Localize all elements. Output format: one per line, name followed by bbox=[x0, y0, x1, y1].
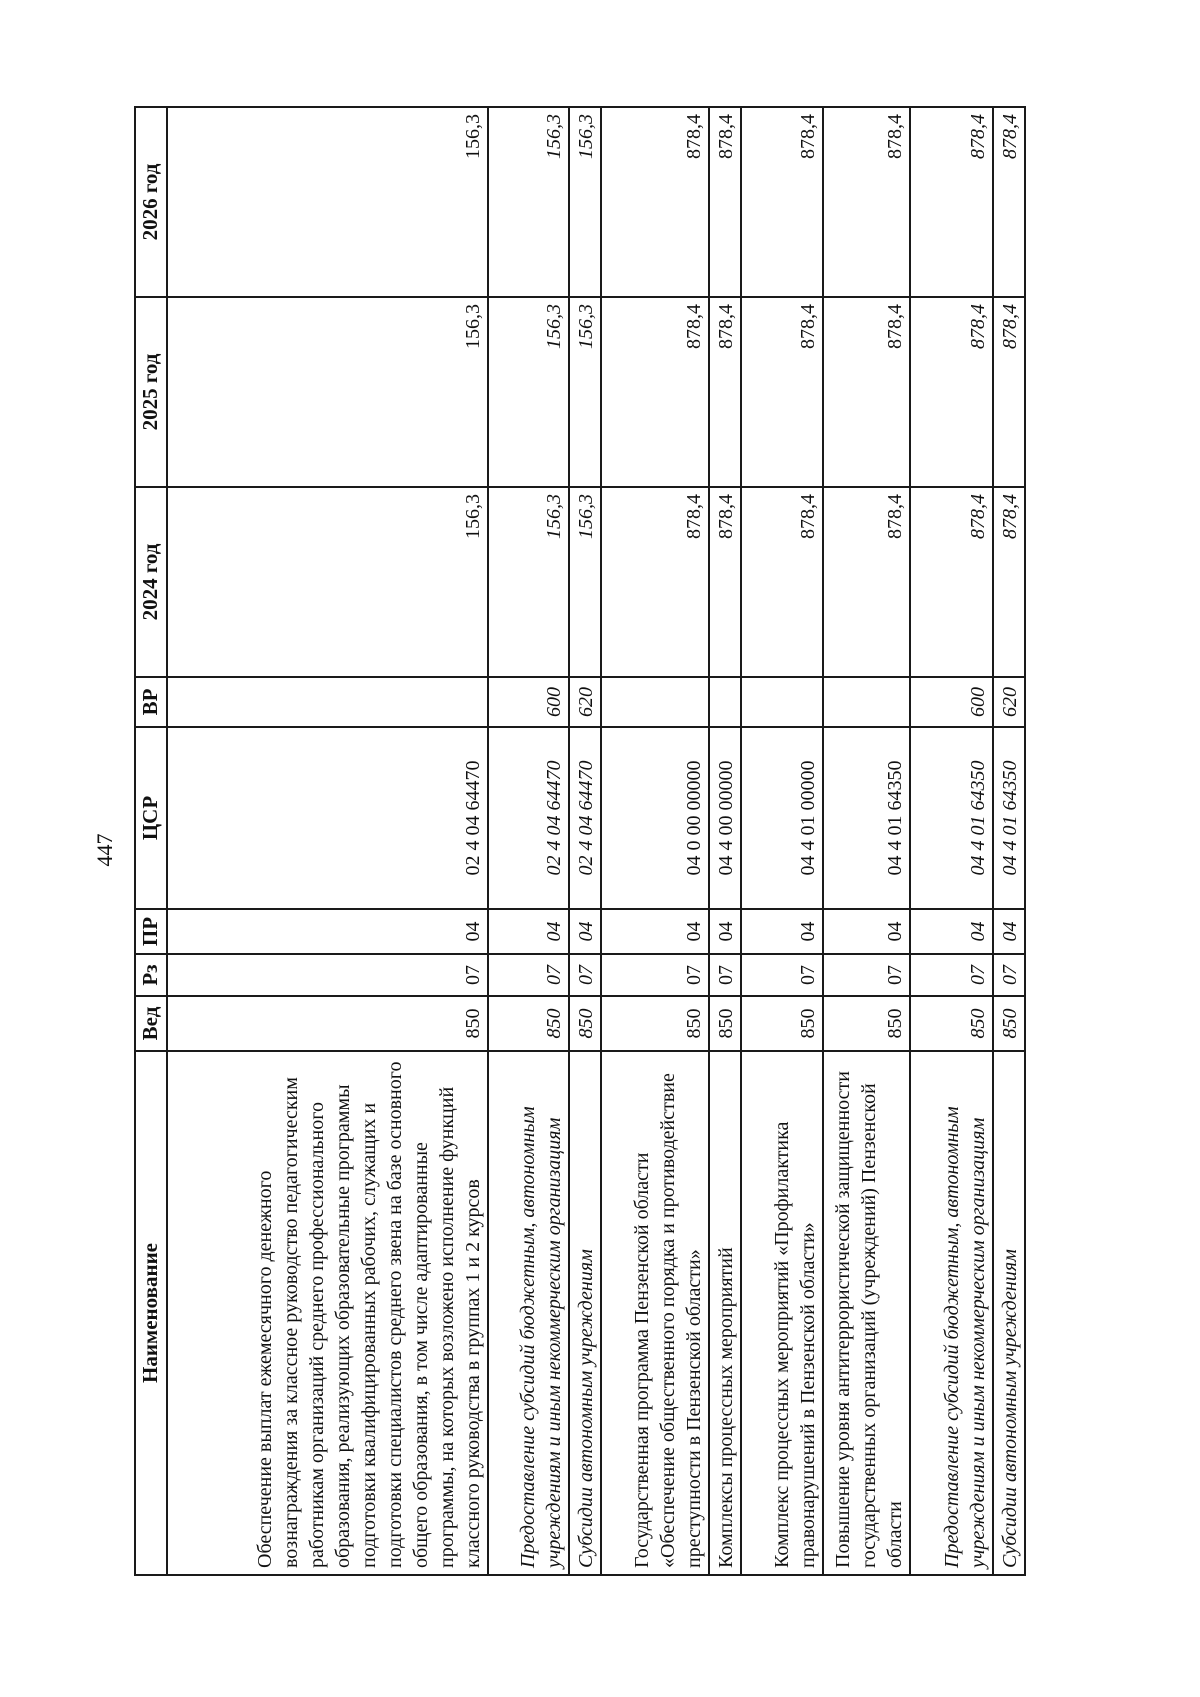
cell-pr: 04 bbox=[167, 909, 488, 954]
cell-csr: 04 4 00 00000 bbox=[709, 727, 741, 909]
cell-ved: 850 bbox=[488, 996, 569, 1051]
header-vr: ВР bbox=[135, 677, 167, 727]
cell-pr: 04 bbox=[709, 909, 741, 954]
cell-csr: 02 4 04 64470 bbox=[488, 727, 569, 909]
cell-pr: 04 bbox=[910, 909, 993, 954]
cell-2024: 878,4 bbox=[823, 487, 910, 677]
cell-name: Комплекс процессных мероприятий «Профилактика правонарушений в Пензенской области» bbox=[741, 1051, 824, 1575]
cell-vr bbox=[741, 677, 824, 727]
table-header-row bbox=[135, 107, 167, 1575]
cell-2025: 156,3 bbox=[167, 297, 488, 487]
cell-name: Субсидии автономным учреждениям bbox=[993, 1051, 1025, 1575]
cell-vr bbox=[709, 677, 741, 727]
cell-2026: 878,4 bbox=[741, 107, 824, 297]
cell-2026: 878,4 bbox=[823, 107, 910, 297]
cell-name: Субсидии автономным учреждениям bbox=[569, 1051, 601, 1575]
cell-2024: 878,4 bbox=[709, 487, 741, 677]
cell-rz: 07 bbox=[709, 954, 741, 996]
cell-vr bbox=[823, 677, 910, 727]
cell-pr: 04 bbox=[993, 909, 1025, 954]
cell-vr bbox=[601, 677, 709, 727]
table-row bbox=[823, 107, 910, 1575]
header-name: Наименование bbox=[135, 1051, 167, 1575]
cell-rz: 07 bbox=[993, 954, 1025, 996]
cell-2024: 878,4 bbox=[910, 487, 993, 677]
table-row bbox=[167, 107, 488, 1575]
cell-pr: 04 bbox=[823, 909, 910, 954]
cell-2025: 878,4 bbox=[741, 297, 824, 487]
budget-table bbox=[134, 106, 1026, 1576]
cell-ved: 850 bbox=[993, 996, 1025, 1051]
cell-csr: 04 4 01 00000 bbox=[741, 727, 824, 909]
cell-rz: 07 bbox=[569, 954, 601, 996]
cell-2025: 878,4 bbox=[601, 297, 709, 487]
cell-rz: 07 bbox=[910, 954, 993, 996]
table-row bbox=[741, 107, 824, 1575]
header-pr: ПР bbox=[135, 909, 167, 954]
page-number: 447 bbox=[92, 833, 117, 867]
cell-2024: 156,3 bbox=[569, 487, 601, 677]
cell-name: Предоставление субсидий бюджетным, автономным учреждениям и иным некоммерческим организациям bbox=[910, 1051, 993, 1575]
cell-ved: 850 bbox=[823, 996, 910, 1051]
cell-ved: 850 bbox=[910, 996, 993, 1051]
cell-ved: 850 bbox=[709, 996, 741, 1051]
cell-ved: 850 bbox=[601, 996, 709, 1051]
cell-rz: 07 bbox=[167, 954, 488, 996]
cell-2026: 878,4 bbox=[601, 107, 709, 297]
cell-name: Обеспечение выплат ежемесячного денежного вознаграждения за классное руководство педагогическим работникам организаций среднего профессионального образования, реализующих образовательные программы подготовки квалифицированных рабочих, служащих и подготовки специалистов среднего звена на базе основного общего образования, в том числе адаптированные программы, на которых возложено исполнение функций классного руководства в группах 1 и 2 курсов bbox=[167, 1051, 488, 1575]
table-row bbox=[993, 107, 1025, 1575]
cell-2025: 156,3 bbox=[488, 297, 569, 487]
cell-name: Государственная программа Пензенской области «Обеспечение общественного порядка и противодействие преступности в Пензенской области» bbox=[601, 1051, 709, 1575]
cell-2026: 878,4 bbox=[910, 107, 993, 297]
cell-ved: 850 bbox=[167, 996, 488, 1051]
cell-rz: 07 bbox=[741, 954, 824, 996]
cell-csr: 02 4 04 64470 bbox=[167, 727, 488, 909]
cell-name: Предоставление субсидий бюджетным, автономным учреждениям и иным некоммерческим организациям bbox=[488, 1051, 569, 1575]
cell-vr: 620 bbox=[569, 677, 601, 727]
cell-2026: 156,3 bbox=[167, 107, 488, 297]
cell-ved: 850 bbox=[569, 996, 601, 1051]
header-rz: Рз bbox=[135, 954, 167, 996]
cell-ved: 850 bbox=[741, 996, 824, 1051]
header-2025: 2025 год bbox=[135, 297, 167, 487]
cell-2024: 156,3 bbox=[488, 487, 569, 677]
table-row bbox=[601, 107, 709, 1575]
cell-2026: 878,4 bbox=[993, 107, 1025, 297]
cell-pr: 04 bbox=[488, 909, 569, 954]
cell-csr: 04 0 00 00000 bbox=[601, 727, 709, 909]
cell-2024: 878,4 bbox=[601, 487, 709, 677]
cell-2026: 878,4 bbox=[709, 107, 741, 297]
cell-2024: 878,4 bbox=[993, 487, 1025, 677]
cell-vr: 600 bbox=[488, 677, 569, 727]
cell-vr: 600 bbox=[910, 677, 993, 727]
cell-csr: 02 4 04 64470 bbox=[569, 727, 601, 909]
cell-csr: 04 4 01 64350 bbox=[823, 727, 910, 909]
table-row bbox=[709, 107, 741, 1575]
cell-pr: 04 bbox=[569, 909, 601, 954]
cell-csr: 04 4 01 64350 bbox=[993, 727, 1025, 909]
cell-2024: 156,3 bbox=[167, 487, 488, 677]
cell-2025: 156,3 bbox=[569, 297, 601, 487]
cell-name: Повышение уровня антитеррористической защищенности государственных организаций (учреждений) Пензенской области bbox=[823, 1051, 910, 1575]
budget-table-container bbox=[134, 108, 1026, 1576]
header-csr: ЦСР bbox=[135, 727, 167, 909]
cell-2024: 878,4 bbox=[741, 487, 824, 677]
cell-pr: 04 bbox=[741, 909, 824, 954]
cell-2025: 878,4 bbox=[823, 297, 910, 487]
cell-2025: 878,4 bbox=[910, 297, 993, 487]
cell-name: Комплексы процессных мероприятий bbox=[709, 1051, 741, 1575]
cell-csr: 04 4 01 64350 bbox=[910, 727, 993, 909]
cell-rz: 07 bbox=[601, 954, 709, 996]
cell-vr bbox=[167, 677, 488, 727]
header-ved: Вед bbox=[135, 996, 167, 1051]
cell-rz: 07 bbox=[488, 954, 569, 996]
cell-2025: 878,4 bbox=[709, 297, 741, 487]
cell-vr: 620 bbox=[993, 677, 1025, 727]
table-row bbox=[569, 107, 601, 1575]
cell-pr: 04 bbox=[601, 909, 709, 954]
cell-2026: 156,3 bbox=[569, 107, 601, 297]
table-row bbox=[488, 107, 569, 1575]
table-row bbox=[910, 107, 993, 1575]
cell-2025: 878,4 bbox=[993, 297, 1025, 487]
header-2026: 2026 год bbox=[135, 107, 167, 297]
cell-rz: 07 bbox=[823, 954, 910, 996]
header-2024: 2024 год bbox=[135, 487, 167, 677]
cell-2026: 156,3 bbox=[488, 107, 569, 297]
